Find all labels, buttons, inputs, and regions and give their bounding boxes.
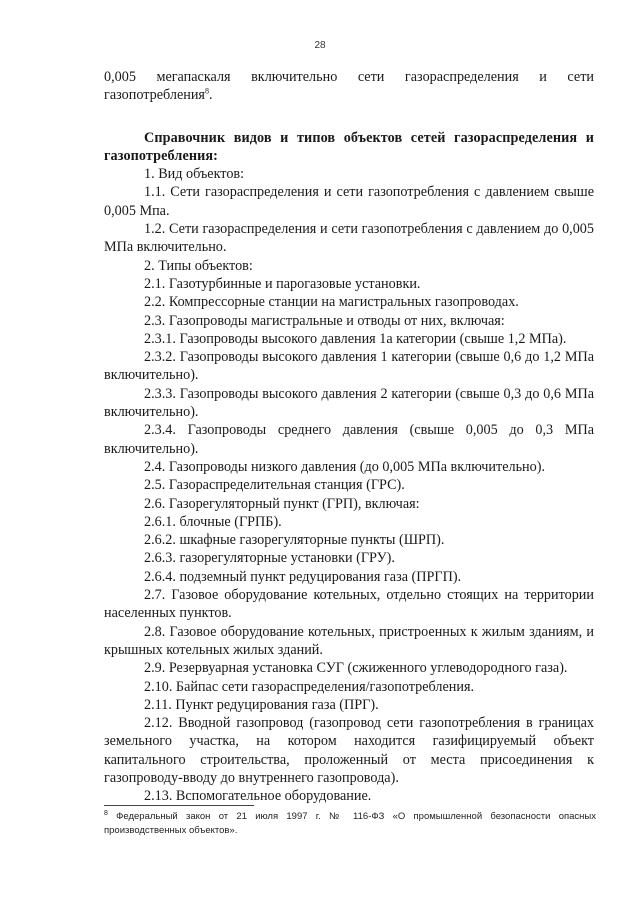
intro-paragraph-line-2 [104, 86, 594, 104]
paragraph-spacer [104, 105, 594, 129]
intro-paragraph-line-1: 0,005 мегапаскаля включительно сети газораспределения и сети [104, 69, 594, 85]
intro-word: газопотребления [104, 87, 205, 104]
list-item: 2.3.4. Газопроводы среднего давления (свыше 0,005 до 0,3 МПа включительно). [104, 422, 594, 457]
list-item: 2.6.3. газорегуляторные установки (ГРУ). [144, 550, 395, 567]
list-item: 2.13. Вспомогательное оборудование. [144, 788, 372, 805]
list-item: 2.10. Байпас сети газораспределения/газопотребления. [144, 678, 475, 695]
page-number: 28 [314, 40, 326, 51]
list-item: 2.12. Вводной газопровод (газопровод сети газопотребления в границах земельного участка, на котором находится газифицируемый объект капитального строительства, проложенный от места присоединения к газопроводу-вводу до внутреннего газопровода). [104, 715, 594, 786]
list-item: 2.4. Газопроводы низкого давления (до 0,005 МПа включительно). [144, 458, 545, 475]
list-item: 2.7. Газовое оборудование котельных, отдельно стоящих на территории населенных пунктов. [104, 587, 594, 622]
items-list [104, 165, 594, 805]
list-item: 2.3.3. Газопроводы высокого давления 2 категории (свыше 0,3 до 0,6 МПа включительно). [104, 385, 594, 421]
list-item: 2.6.1. блочные (ГРПБ). [144, 513, 282, 530]
list-item: 2.8. Газовое оборудование котельных, пристроенных к жилым зданиям, и крышных котельных жилых зданий. [104, 623, 594, 658]
footnote-text: Федеральный закон от 21 июля 1997 г. № 116-ФЗ «О промышленной безопасности опасных производственных объектов». [104, 811, 596, 836]
list-item: 2.6. Газорегуляторный пункт (ГРП), включая: [144, 495, 420, 512]
body-text [104, 68, 594, 806]
list-item: 1. Вид объектов: [144, 166, 245, 183]
list-item: 2.3.1. Газопроводы высокого давления 1а категории (свыше 1,2 МПа). [144, 330, 567, 347]
list-item: 2.2. Компрессорные станции на магистральных газопроводах. [144, 294, 519, 311]
footnote-reference[interactable]: 8 [204, 86, 209, 96]
footnote-divider [104, 805, 254, 806]
list-item: 2.11. Пункт редуцирования газа (ПРГ). [144, 696, 379, 713]
list-item: 2. Типы объектов: [144, 257, 253, 274]
footnote-number: 8 [104, 809, 108, 817]
list-item: 2.9. Резервуарная установка СУГ (сжиженного углеводородного газа). [144, 660, 568, 677]
list-item: 2.3.2. Газопроводы высокого давления 1 категории (свыше 0,6 до 1,2 МПа включительно). [104, 349, 594, 384]
list-item: 2.6.2. шкафные газорегуляторные пункты (ШРП). [144, 532, 445, 549]
list-item: 2.3. Газопроводы магистральные и отводы от них, включая: [144, 312, 505, 329]
intro-period: . [208, 87, 213, 104]
list-item: 2.6.4. подземный пункт редуцирования газа (ПРГП). [144, 568, 462, 585]
section-heading: Справочник видов и типов объектов сетей газораспределения и газопотребления: [104, 129, 594, 164]
footnote [104, 810, 596, 838]
list-item: 1.2. Сети газораспределения и сети газопотребления с давлением до 0,005 МПа включительно. [104, 221, 594, 256]
list-item: 2.5. Газораспределительная станция (ГРС). [144, 477, 405, 494]
list-item: 2.1. Газотурбинные и парогазовые установки. [144, 275, 421, 292]
list-item: 1.1. Сети газораспределения и сети газопотребления с давлением свыше 0,005 Мпа. [104, 184, 594, 219]
